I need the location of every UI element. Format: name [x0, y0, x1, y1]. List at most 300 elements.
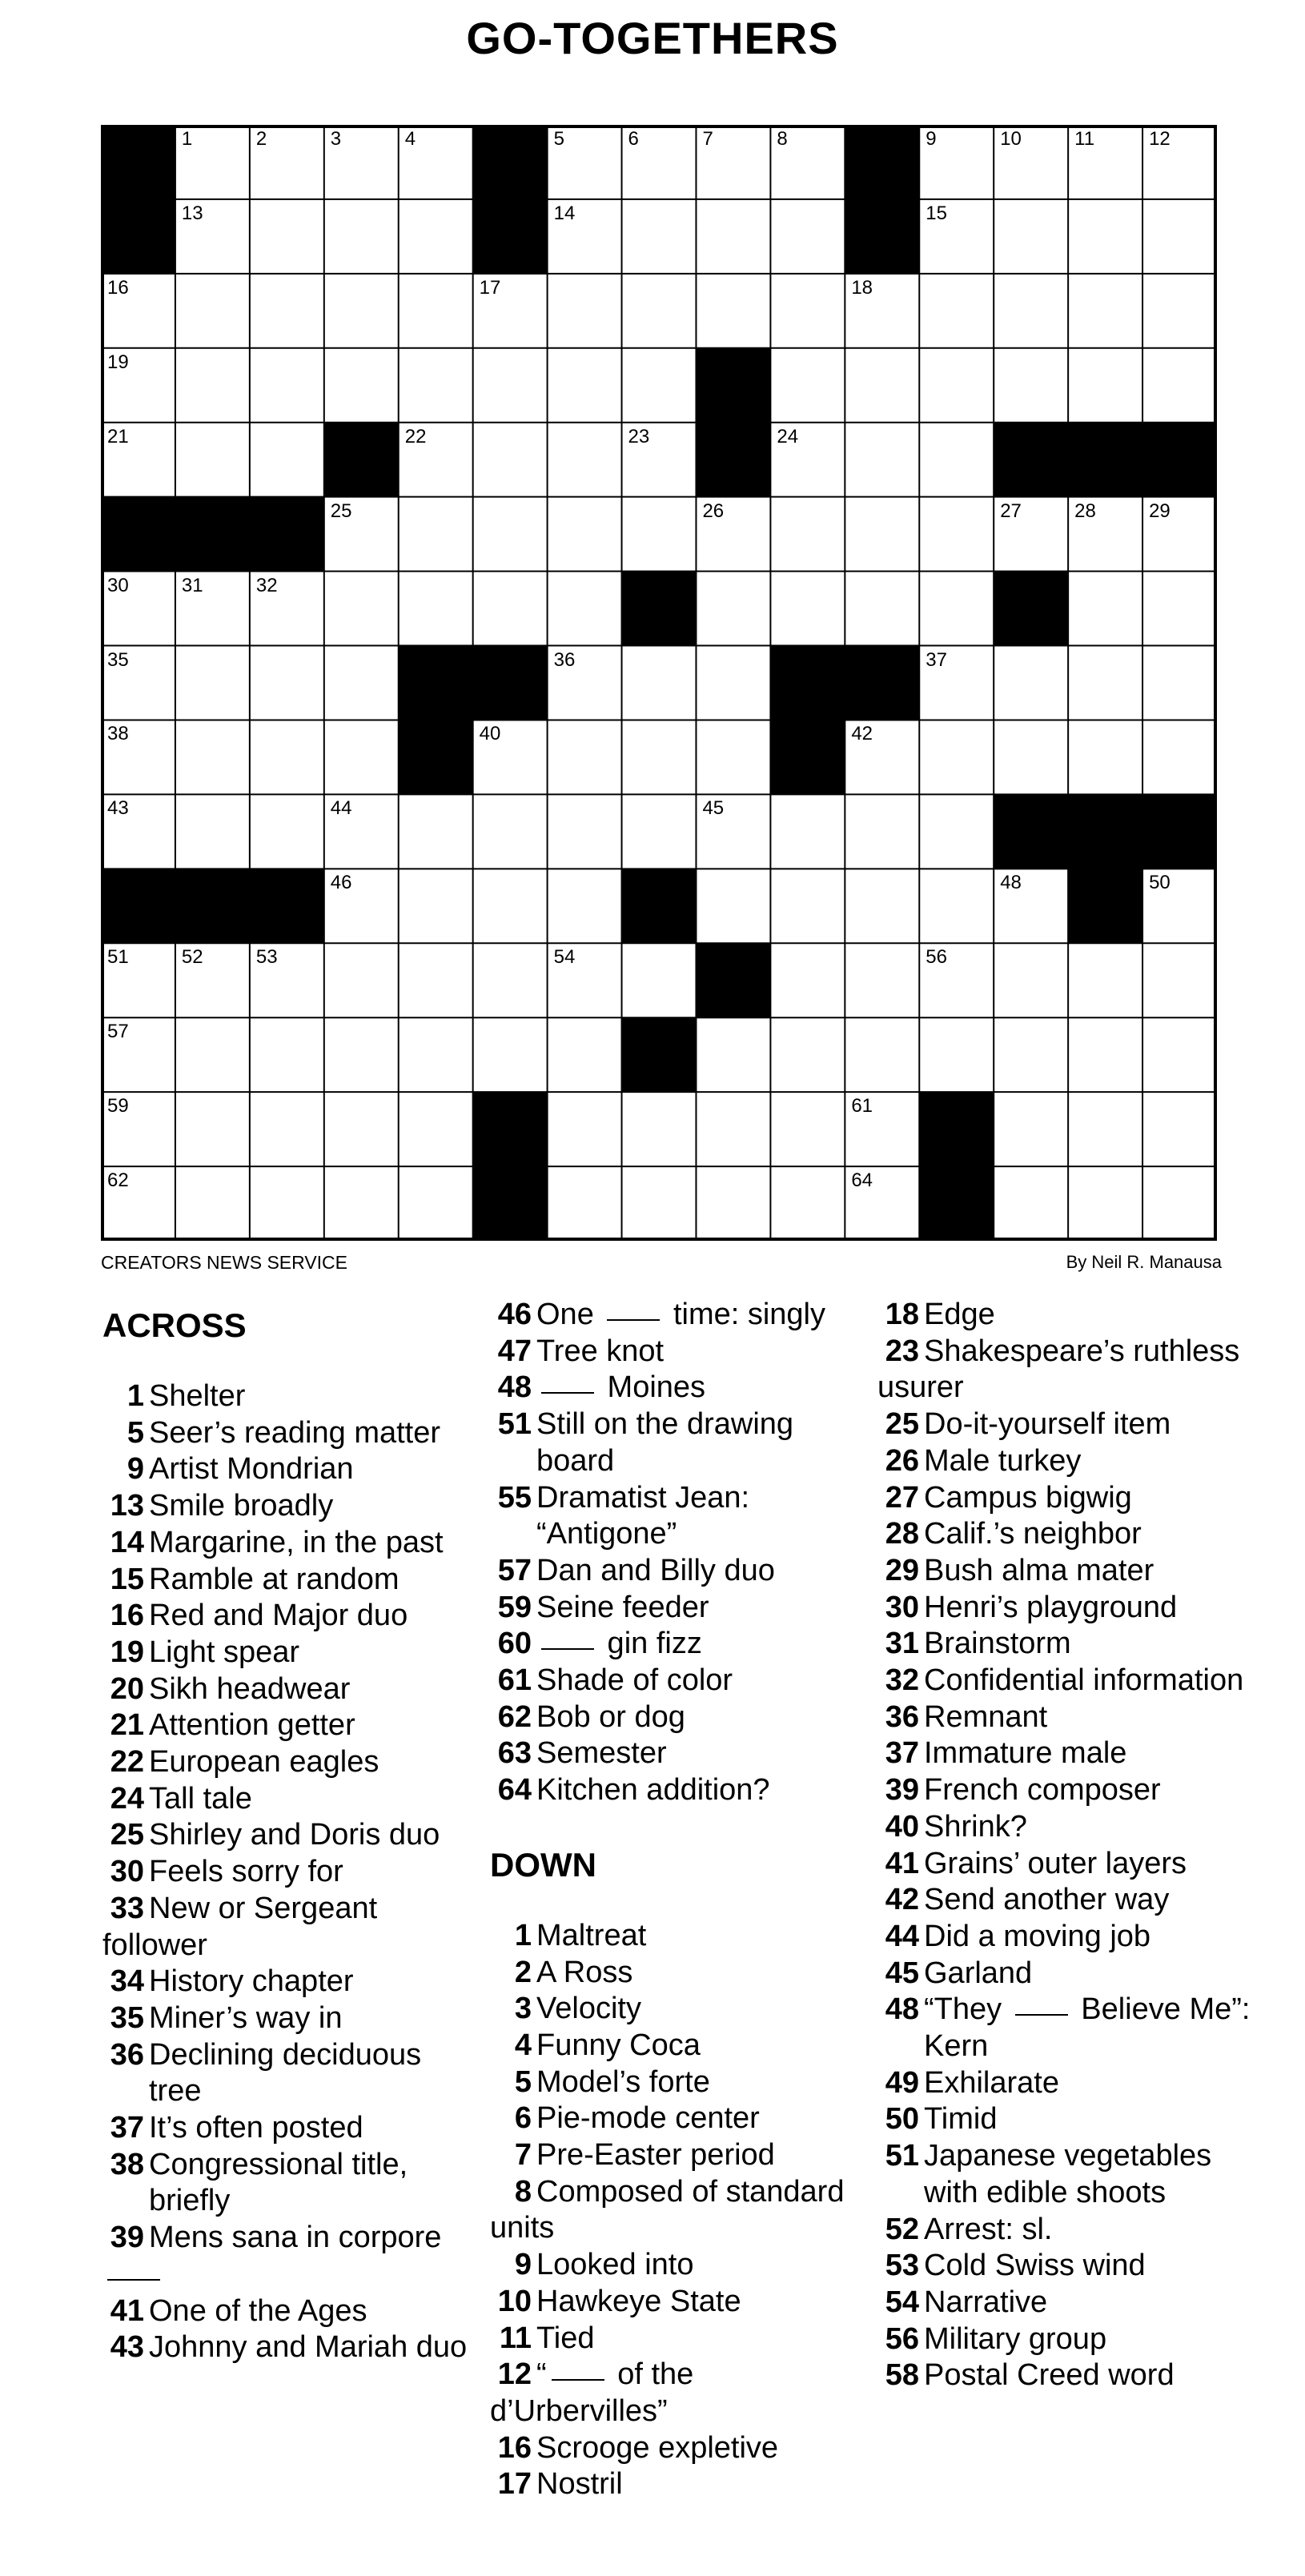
grid-cell[interactable]	[1142, 274, 1217, 348]
grid-cell[interactable]	[696, 720, 770, 794]
grid-cell[interactable]	[250, 1017, 324, 1092]
grid-cell[interactable]	[324, 720, 399, 794]
grid-cell[interactable]	[175, 1017, 250, 1092]
grid-cell[interactable]	[1068, 943, 1142, 1017]
grid-cell[interactable]	[101, 274, 175, 348]
grid-cell[interactable]	[473, 720, 548, 794]
grid-cell[interactable]	[1142, 1017, 1217, 1092]
answer-blank	[607, 1319, 660, 1321]
grid-cell[interactable]	[696, 869, 770, 943]
grid-cell[interactable]	[696, 1017, 770, 1092]
clue-number: 24	[110, 1781, 144, 1816]
cell-number: 59	[107, 1095, 129, 1117]
grid-cell[interactable]	[1142, 1166, 1217, 1241]
cell-number: 21	[107, 425, 129, 447]
clue-number: 18	[885, 1298, 919, 1331]
grid-cell[interactable]	[770, 572, 845, 646]
clue-number: 35	[110, 2000, 144, 2035]
across-clue-62	[490, 1699, 858, 1736]
grid-cell[interactable]	[324, 348, 399, 423]
grid-cell[interactable]	[994, 125, 1068, 199]
grid-cell[interactable]	[919, 794, 994, 869]
grid-cell[interactable]	[1068, 199, 1142, 274]
grid-cell[interactable]	[250, 720, 324, 794]
grid-cell[interactable]	[919, 720, 994, 794]
clue-number: 33	[110, 1891, 144, 1925]
grid-cell[interactable]	[548, 869, 622, 943]
grid-cell[interactable]	[770, 943, 845, 1017]
grid-cell[interactable]	[919, 497, 994, 572]
grid-cell[interactable]	[399, 572, 473, 646]
grid-cell[interactable]	[1142, 943, 1217, 1017]
grid-cell[interactable]	[399, 348, 473, 423]
across-clue-13	[102, 1488, 479, 1525]
grid-cell[interactable]	[548, 572, 622, 646]
cell-number: 13	[181, 202, 203, 224]
grid-cell[interactable]	[919, 199, 994, 274]
clue-number: 16	[497, 2430, 532, 2465]
clue-number: 36	[110, 2037, 144, 2072]
down-clue-8	[490, 2174, 858, 2247]
grid-cell[interactable]	[1142, 869, 1217, 943]
grid-cell[interactable]	[770, 794, 845, 869]
grid-cell[interactable]	[622, 943, 697, 1017]
grid-cell[interactable]	[324, 125, 399, 199]
clue-number: 56	[885, 2321, 919, 2356]
clue-number: 55	[497, 1480, 532, 1515]
across-clue-5	[102, 1415, 479, 1452]
grid-cell[interactable]	[399, 125, 473, 199]
grid-cell[interactable]	[696, 497, 770, 572]
grid-cell[interactable]	[770, 423, 845, 497]
clue-number: 40	[885, 1809, 919, 1844]
clue-text: Shade of color	[536, 1663, 733, 1698]
clue-text: Tall tale	[149, 1781, 252, 1816]
clue-text: Military group	[924, 2321, 1107, 2356]
answer-blank	[552, 2379, 604, 2381]
down-clue-42	[877, 1882, 1254, 1919]
black-square	[250, 497, 324, 572]
grid-cell[interactable]	[101, 572, 175, 646]
clue-number: 9	[126, 1452, 144, 1487]
clue-number: 20	[110, 1671, 144, 1706]
clue-number: 62	[497, 1699, 532, 1734]
grid-cell[interactable]	[250, 1166, 324, 1241]
down-clue-52	[877, 2212, 1254, 2249]
clue-text: Maltreat	[536, 1918, 647, 1952]
cell-number: 40	[479, 723, 501, 745]
grid-cell[interactable]	[324, 199, 399, 274]
grid-cell[interactable]	[399, 423, 473, 497]
across-clue-46	[490, 1297, 858, 1334]
clue-text: Shrink?	[924, 1809, 1027, 1844]
grid-cell[interactable]	[845, 274, 919, 348]
clue-text: Tree knot	[536, 1334, 665, 1368]
grid-cell[interactable]	[1068, 720, 1142, 794]
grid-cell[interactable]	[548, 497, 622, 572]
grid-cell[interactable]	[548, 1092, 622, 1166]
grid-cell[interactable]	[696, 125, 770, 199]
grid-cell[interactable]	[919, 423, 994, 497]
clue-number: 38	[110, 2147, 144, 2181]
grid-cell[interactable]	[770, 497, 845, 572]
grid-cell[interactable]	[548, 274, 622, 348]
clue-text: Pie-mode center	[536, 2101, 760, 2136]
clue-text: Artist Mondrian	[149, 1452, 354, 1487]
clue-number: 45	[885, 1956, 919, 1990]
across-clue-16	[102, 1598, 479, 1635]
grid-cell[interactable]	[473, 423, 548, 497]
grid-cell[interactable]	[845, 869, 919, 943]
cell-number: 22	[404, 425, 427, 447]
grid-cell[interactable]	[324, 1092, 399, 1166]
grid-cell[interactable]	[250, 348, 324, 423]
grid-cell[interactable]	[101, 423, 175, 497]
grid-cell[interactable]	[324, 1166, 399, 1241]
grid-cell[interactable]	[101, 1017, 175, 1092]
down-clue-26	[877, 1443, 1254, 1480]
grid-cell[interactable]	[919, 646, 994, 720]
grid-cell[interactable]	[696, 199, 770, 274]
grid-cell[interactable]	[1068, 1092, 1142, 1166]
puzzle-title: GO-TOGETHERS	[466, 13, 839, 63]
black-square	[101, 869, 175, 943]
grid-cell[interactable]	[1142, 1092, 1217, 1166]
grid-cell[interactable]	[1068, 1166, 1142, 1241]
clue-number: 22	[110, 1745, 144, 1780]
across-clue-35	[102, 2000, 479, 2037]
grid-cell[interactable]	[250, 572, 324, 646]
clue-text: Did a moving job	[924, 1919, 1151, 1953]
grid-cell[interactable]	[399, 199, 473, 274]
grid-cell[interactable]	[548, 199, 622, 274]
grid-cell[interactable]	[1068, 646, 1142, 720]
clue-text: Shakespeare’s ruthless usurer	[877, 1334, 1240, 1405]
black-square	[994, 423, 1068, 497]
grid-cell[interactable]	[473, 869, 548, 943]
grid-cell[interactable]	[1142, 646, 1217, 720]
grid-cell[interactable]	[622, 646, 697, 720]
cell-number: 8	[777, 128, 788, 150]
grid-cell[interactable]	[770, 348, 845, 423]
clue-number: 14	[110, 1525, 144, 1559]
clue-text: Composed of standard units	[490, 2174, 845, 2245]
black-square	[622, 1017, 697, 1092]
clue-text: Shirley and Doris duo	[149, 1818, 440, 1852]
grid-cell[interactable]	[175, 125, 250, 199]
grid-cell[interactable]	[473, 794, 548, 869]
grid-cell[interactable]	[324, 943, 399, 1017]
down-clue-54	[877, 2285, 1254, 2321]
grid-cell[interactable]	[622, 720, 697, 794]
clue-text: Timid	[924, 2102, 998, 2137]
down-clue-48	[877, 1992, 1254, 2064]
clue-text: Grains’ outer layers	[924, 1846, 1187, 1880]
grid-cell[interactable]	[696, 572, 770, 646]
grid-cell[interactable]	[622, 794, 697, 869]
down-clue-28	[877, 1516, 1254, 1553]
grid-cell[interactable]	[1068, 572, 1142, 646]
grid-cell[interactable]	[622, 125, 697, 199]
grid-cell[interactable]	[250, 125, 324, 199]
grid-cell[interactable]	[1142, 720, 1217, 794]
grid-cell[interactable]	[1068, 125, 1142, 199]
grid-cell[interactable]	[994, 199, 1068, 274]
grid-cell[interactable]	[175, 794, 250, 869]
cell-number: 28	[1074, 500, 1096, 522]
grid-cell[interactable]	[473, 943, 548, 1017]
down-clue-23	[877, 1334, 1254, 1406]
grid-cell[interactable]	[473, 1017, 548, 1092]
grid-cell[interactable]	[548, 1017, 622, 1092]
grid-cell[interactable]	[770, 1092, 845, 1166]
grid-cell[interactable]	[696, 274, 770, 348]
grid-cell[interactable]	[1142, 348, 1217, 423]
cell-number: 9	[926, 128, 937, 150]
cell-number: 61	[851, 1095, 873, 1117]
grid-cell[interactable]	[622, 199, 697, 274]
grid-cell[interactable]	[399, 1017, 473, 1092]
grid-cell[interactable]	[175, 720, 250, 794]
grid-cell[interactable]	[250, 423, 324, 497]
clue-text: Postal Creed word	[924, 2358, 1174, 2393]
clue-number: 17	[497, 2467, 532, 2502]
grid-cell[interactable]	[175, 274, 250, 348]
grid-cell[interactable]	[919, 869, 994, 943]
grid-cell[interactable]	[399, 869, 473, 943]
cell-number: 12	[1149, 128, 1170, 150]
grid-cell[interactable]	[994, 943, 1068, 1017]
grid-cell[interactable]	[994, 1166, 1068, 1241]
black-square	[622, 869, 697, 943]
grid-cell[interactable]	[250, 1092, 324, 1166]
down-clue-31	[877, 1626, 1254, 1663]
black-square	[101, 199, 175, 274]
grid-cell[interactable]	[399, 1092, 473, 1166]
grid-cell[interactable]	[919, 274, 994, 348]
grid-cell[interactable]	[845, 348, 919, 423]
clue-text: Ramble at random	[149, 1562, 400, 1596]
clue-number: 19	[110, 1635, 144, 1669]
clue-number: 25	[885, 1407, 919, 1442]
grid-cell[interactable]	[175, 943, 250, 1017]
grid-cell[interactable]	[548, 1166, 622, 1241]
cell-number: 42	[851, 723, 873, 745]
grid-cell[interactable]	[250, 943, 324, 1017]
grid-cell[interactable]	[919, 1017, 994, 1092]
grid-cell[interactable]	[250, 646, 324, 720]
grid-cell[interactable]	[845, 1092, 919, 1166]
grid-cell[interactable]	[324, 794, 399, 869]
cell-number: 4	[404, 128, 416, 150]
grid-cell[interactable]	[919, 125, 994, 199]
clue-text: Mens sana in corpore	[102, 2221, 441, 2291]
across-clue-15	[102, 1562, 479, 1599]
grid-cell[interactable]	[622, 348, 697, 423]
grid-cell[interactable]	[919, 348, 994, 423]
clue-number: 49	[885, 2065, 919, 2100]
grid-cell[interactable]	[770, 1166, 845, 1241]
grid-cell[interactable]	[473, 274, 548, 348]
grid-cell[interactable]	[622, 423, 697, 497]
cell-number: 64	[851, 1170, 873, 1192]
grid-cell[interactable]	[1068, 497, 1142, 572]
grid-cell[interactable]	[473, 497, 548, 572]
cell-number: 2	[255, 128, 267, 150]
clue-text: Hawkeye State	[536, 2284, 741, 2318]
grid-cell[interactable]	[101, 646, 175, 720]
grid-cell[interactable]	[548, 125, 622, 199]
grid-cell[interactable]	[548, 943, 622, 1017]
down-clue-4	[490, 2028, 858, 2064]
grid-cell[interactable]	[175, 646, 250, 720]
grid-cell[interactable]	[548, 794, 622, 869]
grid-cell[interactable]	[994, 720, 1068, 794]
grid-cell[interactable]	[770, 1017, 845, 1092]
grid-cell[interactable]	[548, 423, 622, 497]
grid-cell[interactable]	[399, 274, 473, 348]
clue-text: Moines	[536, 1370, 705, 1404]
grid-cell[interactable]	[175, 1092, 250, 1166]
clue-text: Still on the drawing board	[536, 1407, 794, 1478]
grid-cell[interactable]	[622, 1092, 697, 1166]
grid-cell[interactable]	[1068, 1017, 1142, 1092]
grid-cell[interactable]	[845, 497, 919, 572]
grid-cell[interactable]	[622, 497, 697, 572]
grid-cell[interactable]	[1068, 348, 1142, 423]
grid-cell[interactable]	[696, 794, 770, 869]
grid-cell[interactable]	[101, 1092, 175, 1166]
grid-cell[interactable]	[994, 274, 1068, 348]
grid-cell[interactable]	[1068, 274, 1142, 348]
grid-cell[interactable]	[548, 646, 622, 720]
grid-cell[interactable]	[845, 572, 919, 646]
clue-number: 61	[497, 1663, 532, 1698]
grid-cell[interactable]	[1142, 572, 1217, 646]
grid-cell[interactable]	[101, 794, 175, 869]
cell-number: 14	[553, 202, 576, 224]
grid-cell[interactable]	[919, 943, 994, 1017]
grid-cell[interactable]	[1142, 199, 1217, 274]
grid-cell[interactable]	[845, 720, 919, 794]
cell-number: 5	[553, 128, 564, 150]
grid-cell[interactable]	[845, 423, 919, 497]
grid-cell[interactable]	[994, 869, 1068, 943]
across-clue-30	[102, 1854, 479, 1891]
grid-cell[interactable]	[324, 572, 399, 646]
black-square	[101, 497, 175, 572]
grid-cell[interactable]	[399, 794, 473, 869]
grid-cell[interactable]	[250, 199, 324, 274]
grid-cell[interactable]	[548, 348, 622, 423]
grid-cell[interactable]	[548, 720, 622, 794]
clue-text: “They Believe Me”: Kern	[924, 1992, 1251, 2064]
grid-cell[interactable]	[324, 1017, 399, 1092]
clue-number: 64	[497, 1773, 532, 1808]
grid-cell[interactable]	[770, 199, 845, 274]
grid-cell[interactable]	[770, 869, 845, 943]
grid-cell[interactable]	[696, 1166, 770, 1241]
grid-cell[interactable]	[994, 1017, 1068, 1092]
grid-cell[interactable]	[101, 720, 175, 794]
clue-number: 28	[885, 1517, 919, 1551]
grid-cell[interactable]	[324, 497, 399, 572]
clue-text: Seer’s reading matter	[149, 1415, 441, 1450]
grid-cell[interactable]	[175, 199, 250, 274]
cell-number: 43	[107, 797, 129, 820]
cell-number: 23	[628, 425, 650, 447]
grid-cell[interactable]	[175, 1166, 250, 1241]
grid-cell[interactable]	[845, 794, 919, 869]
grid-cell[interactable]	[473, 348, 548, 423]
grid-cell[interactable]	[696, 646, 770, 720]
cell-number: 50	[1149, 872, 1170, 894]
clue-text: Calif.’s neighbor	[924, 1517, 1142, 1551]
grid-cell[interactable]	[696, 1092, 770, 1166]
grid-cell[interactable]	[399, 497, 473, 572]
black-square	[770, 646, 845, 720]
grid-cell[interactable]	[101, 1166, 175, 1241]
cell-number: 29	[1149, 500, 1170, 522]
grid-cell[interactable]	[101, 348, 175, 423]
grid-cell[interactable]	[324, 274, 399, 348]
cell-number: 37	[926, 648, 947, 671]
down-heading: DOWN	[490, 1845, 596, 1884]
grid-cell[interactable]	[845, 1166, 919, 1241]
grid-cell[interactable]	[994, 1092, 1068, 1166]
clue-text: Tied	[536, 2321, 595, 2355]
grid-cell[interactable]	[845, 943, 919, 1017]
grid-cell[interactable]	[175, 423, 250, 497]
cell-number: 31	[181, 574, 203, 596]
grid-cell[interactable]	[175, 572, 250, 646]
grid-cell[interactable]	[919, 572, 994, 646]
grid-cell[interactable]	[994, 497, 1068, 572]
grid-cell[interactable]	[101, 943, 175, 1017]
black-square	[1068, 794, 1142, 869]
clue-text: Shelter	[149, 1379, 246, 1413]
grid-cell[interactable]	[770, 274, 845, 348]
author-credit: By Neil R. Manausa	[1066, 1252, 1222, 1272]
grid-cell[interactable]	[1142, 125, 1217, 199]
cell-number: 3	[330, 128, 342, 150]
grid-cell[interactable]	[324, 869, 399, 943]
clue-text: Edge	[924, 1298, 995, 1331]
across-clue-61	[490, 1663, 858, 1699]
clue-text: Pre-Easter period	[536, 2138, 775, 2173]
grid-cell[interactable]	[994, 646, 1068, 720]
grid-cell[interactable]	[770, 125, 845, 199]
grid-cell[interactable]	[1142, 497, 1217, 572]
clue-text: Kitchen addition?	[536, 1773, 770, 1808]
black-square	[324, 423, 399, 497]
across-clue-63	[490, 1735, 858, 1772]
grid-cell[interactable]	[175, 348, 250, 423]
grid-cell[interactable]	[399, 943, 473, 1017]
grid-cell[interactable]	[250, 794, 324, 869]
grid-cell[interactable]	[994, 348, 1068, 423]
grid-cell[interactable]	[324, 646, 399, 720]
grid-cell[interactable]	[845, 1017, 919, 1092]
clue-text: Cold Swiss wind	[924, 2249, 1146, 2283]
grid-cell[interactable]	[473, 572, 548, 646]
clue-text: Dan and Billy duo	[536, 1553, 775, 1587]
grid-cell[interactable]	[399, 1166, 473, 1241]
grid-cell[interactable]	[622, 1166, 697, 1241]
grid-cell[interactable]	[622, 274, 697, 348]
grid-cell[interactable]	[250, 274, 324, 348]
black-square	[845, 646, 919, 720]
